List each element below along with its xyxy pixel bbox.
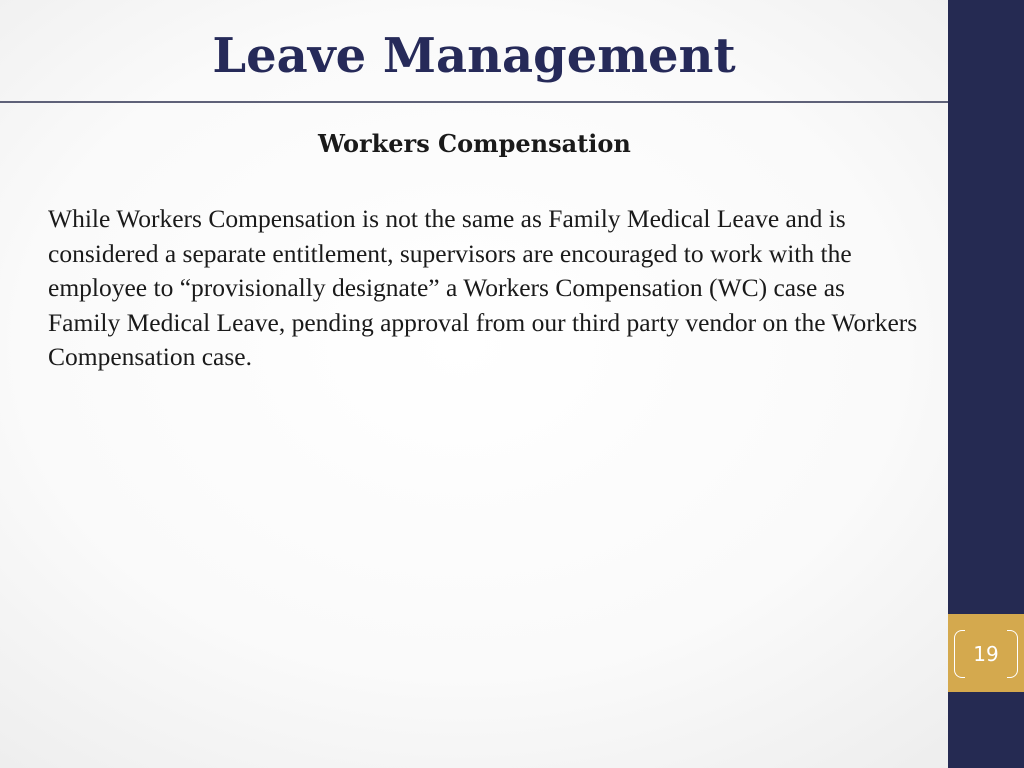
body-paragraph: While Workers Compensation is not the same as Family Medical Leave and is considered a separate entitlement, supervisors are encouraged to work with the employee to “provisionally designate” a Workers Compensation (WC) case as Family Medical Leave, pending approval from our third party vendor on the Workers Compensation case. [48, 204, 918, 371]
section-heading: Workers Compensation [318, 129, 631, 158]
page-number: 19 [973, 642, 999, 666]
slide-title: Leave Management [212, 28, 736, 84]
title-divider [0, 101, 948, 103]
